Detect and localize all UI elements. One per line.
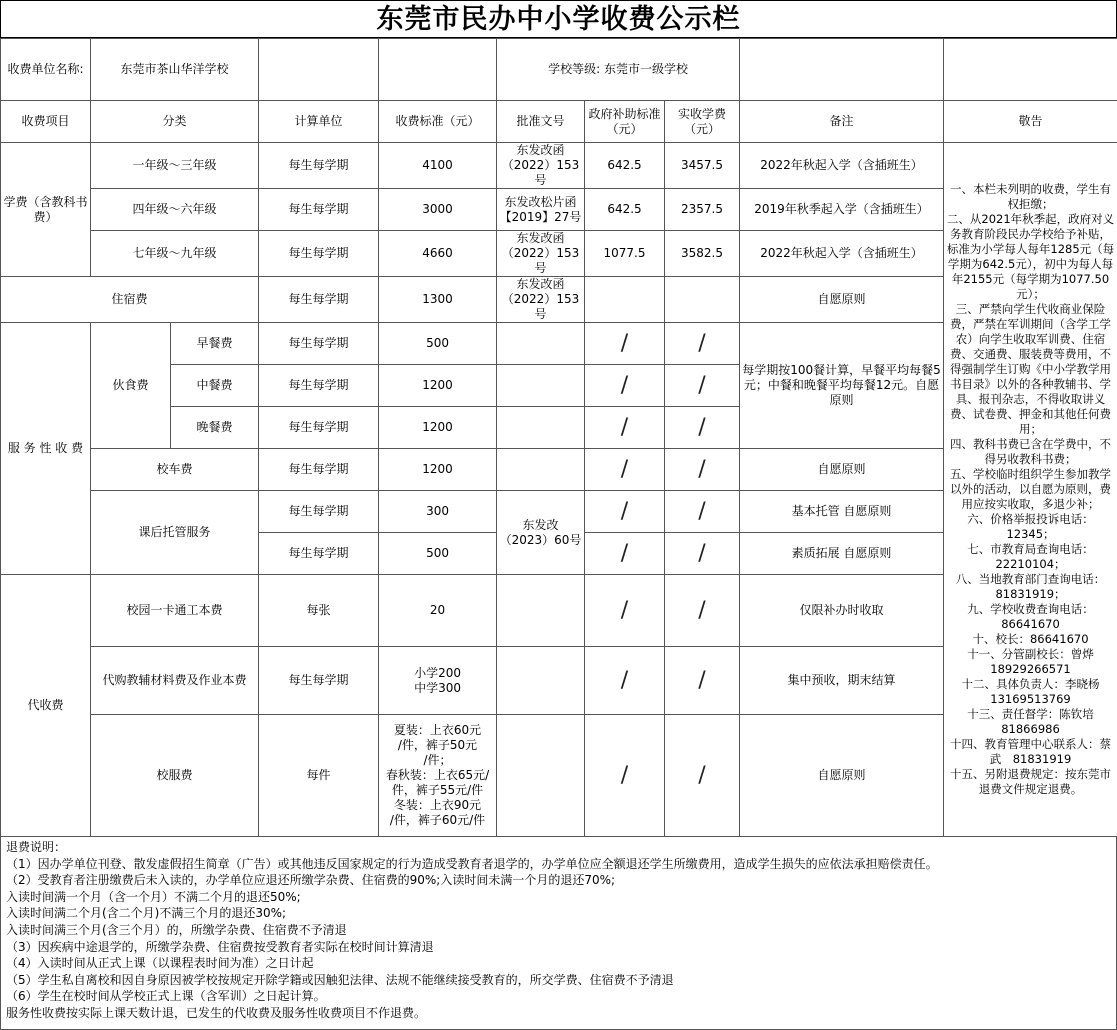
refund-note-line: （1）因办学单位刊登、散发虚假招生简章（广告）或其他违反国家规定的行为造成受教育者退学的，办学单位应全额退还学生所缴费用，造成学生损失的应依法承担赔偿责任。: [6, 856, 1111, 873]
page-title: 东莞市民办中小学收费公示栏: [0, 0, 1117, 38]
unit-cell: 每生每学期: [259, 533, 379, 575]
doc-cell: 东发改函（2022）153 号: [497, 277, 585, 323]
actual-cell: 2357.5: [665, 189, 740, 231]
slash-cell: /: [585, 491, 665, 533]
slash-cell: /: [585, 365, 665, 407]
remark-cell: 基本托管 自愿原则: [740, 491, 944, 533]
actual-cell: 3582.5: [665, 231, 740, 277]
doc-cell: 东发改函（2022）153 号: [497, 231, 585, 277]
slash-cell: /: [585, 449, 665, 491]
notice-line: 二、从2021年秋季起，政府对义务教育阶段民办学校给予补贴，标准为小学每人每年1285元（每学期为642.5元），初中为每人每年2155元（每学期为1077.50元）；: [946, 212, 1115, 302]
unit-cell: 每生每学期: [259, 449, 379, 491]
proxy-name: 代购教辅材料费及作业本费: [91, 647, 259, 715]
afterschool-doc: 东发改（2023）60号: [497, 491, 585, 575]
slash-cell: /: [665, 323, 740, 365]
slash-cell: /: [665, 533, 740, 575]
remark-cell: 自愿原则: [740, 449, 944, 491]
actual-cell: 3457.5: [665, 143, 740, 189]
notice-line: 十一、分管副校长：曾烨 18929266571: [946, 647, 1115, 677]
header-remark: 备注: [740, 101, 944, 143]
slash-cell: /: [585, 575, 665, 647]
standard-cell: 1200: [379, 449, 497, 491]
unit-value: 东莞市茶山华洋学校: [91, 39, 259, 101]
unit-label: 收费单位名称:: [1, 39, 91, 101]
remark-cell: 2022年秋起入学（含插班生）: [740, 143, 944, 189]
slash-cell: /: [585, 533, 665, 575]
notice-line: 四、教科书费已含在学费中，不得另收教科书费；: [946, 437, 1115, 467]
standard-line: /件，裤子50元: [381, 738, 494, 753]
afterschool-label: 课后托管服务: [91, 491, 259, 575]
unit-cell: 每生每学期: [259, 647, 379, 715]
standard-cell: 1300: [379, 277, 497, 323]
table-row: [1, 143, 1117, 189]
header-unit: 计算单位: [259, 101, 379, 143]
notice-line: 十三、责任督学：陈钦培 81866986: [946, 707, 1115, 737]
refund-note-line: （6）学生在校时间从学校正式上课（含军训）之日起计算。: [6, 988, 1111, 1005]
subsidy-cell: 1077.5: [585, 231, 665, 277]
meal-name: 晚餐费: [171, 407, 259, 449]
refund-note-line: （2）受教育者注册缴费后未入读的，办学单位应退还所缴学杂费、住宿费的90%;入读时间未满一个月的退还70%;: [6, 872, 1111, 889]
notice-line: 九、学校收费查询电话：86641670: [946, 602, 1115, 632]
remark-cell: 2019年秋季起入学（含插班生）: [740, 189, 944, 231]
standard-cell: 1200: [379, 365, 497, 407]
header-item: 收费项目: [1, 101, 91, 143]
refund-notes: [0, 837, 1117, 1030]
notice-line: 六、价格举报投诉电话：12345；: [946, 512, 1115, 542]
standard-cell: 4660: [379, 231, 497, 277]
refund-note-line: 入读时间满一个月（含一个月）不满二个月的退还50%;: [6, 889, 1111, 906]
proxy-label: 代收费: [1, 575, 91, 837]
header-row: [1, 101, 1117, 143]
refund-note-line: 入读时间满三个月(含三个月）的，所缴学杂费、住宿费不予清退: [6, 922, 1111, 939]
remark-cell: 仅限补办时收取: [740, 575, 944, 647]
doc-cell: 东发改函（2022）153 号: [497, 143, 585, 189]
header-category: 分类: [91, 101, 259, 143]
unit-cell: 每生每学期: [259, 323, 379, 365]
remark-cell: 自愿原则: [740, 277, 944, 323]
standard-cell: 20: [379, 575, 497, 647]
header-notice: 敬告: [944, 101, 1117, 143]
unit-cell: 每生每学期: [259, 231, 379, 277]
slash-cell: /: [665, 715, 740, 837]
notice-line: 一、本栏未列明的收费，学生有权拒缴；: [946, 182, 1115, 212]
unit-cell: 每件: [259, 715, 379, 837]
header-subsidy: 政府补助标准（元）: [585, 101, 665, 143]
unit-cell: 每生每学期: [259, 491, 379, 533]
subsidy-cell: 642.5: [585, 143, 665, 189]
standard-line: 春秋装：上衣65元/: [381, 768, 494, 783]
standard-cell: [379, 715, 497, 837]
info-row: [1, 39, 1117, 101]
refund-note-line: （3）因疾病中途退学的，所缴学杂费、住宿费按受教育者实际在校时间计算清退: [6, 939, 1111, 956]
slash-cell: /: [585, 407, 665, 449]
subsidy-cell: 642.5: [585, 189, 665, 231]
notice-line: 十、校长：86641670: [946, 632, 1115, 647]
meal-name: 中餐费: [171, 365, 259, 407]
header-actual: 实收学费（元）: [665, 101, 740, 143]
notice-line: 五、学校临时组织学生参加教学以外的活动，以自愿为原则，费用应按实收取，多退少补；: [946, 467, 1115, 512]
standard-line: 小学200: [381, 666, 494, 681]
header-doc: 批准文号: [497, 101, 585, 143]
notice-line: 七、市教育局查询电话：22210104；: [946, 542, 1115, 572]
slash-cell: /: [585, 715, 665, 837]
refund-note-line: 服务性收费按实际上课天数计退，已发生的代收费及服务性收费项目不作退费。: [6, 1005, 1111, 1022]
category-cell: 四年级～六年级: [91, 189, 259, 231]
slash-cell: /: [585, 647, 665, 715]
slash-cell: /: [665, 407, 740, 449]
standard-cell: 500: [379, 533, 497, 575]
standard-cell: 3000: [379, 189, 497, 231]
tuition-label: 学费（含教科书费）: [1, 143, 91, 277]
unit-cell: 每张: [259, 575, 379, 647]
slash-cell: /: [665, 449, 740, 491]
standard-cell: [379, 647, 497, 715]
school-level: [497, 39, 740, 101]
notice-line: 十二、具体负责人：李晓杨 13169513769: [946, 677, 1115, 707]
proxy-name: 校服费: [91, 715, 259, 837]
category-cell: 一年级～三年级: [91, 143, 259, 189]
refund-note-line: 入读时间满二个月(含二个月)不满三个月的退还30%;: [6, 905, 1111, 922]
slash-cell: /: [665, 575, 740, 647]
notice-line: 三、严禁向学生代收商业保险费，严禁在军训期间（含学工学农）向学生收取军训费、住宿费、交通费、服装费等费用，不得强制学生订购《中小学教学用书目录》以外的各种教辅书、学具、报刊杂志，不得收取讲义费、试卷费、押金和其他任何费用；: [946, 302, 1115, 437]
proxy-name: 校园一卡通工本费: [91, 575, 259, 647]
meal-name: 早餐费: [171, 323, 259, 365]
standard-line: /件；: [381, 753, 494, 768]
level-label: 学校等级:: [548, 62, 600, 76]
standard-line: 中学300: [381, 681, 494, 696]
boarding-label: 住宿费: [1, 277, 259, 323]
standard-cell: 4100: [379, 143, 497, 189]
slash-cell: /: [665, 647, 740, 715]
refund-note-line: （4）入读时间从正式上课（以课程表时间为准）之日计起: [6, 955, 1111, 972]
refund-note-line: 退费说明：: [6, 839, 1111, 856]
standard-cell: 1200: [379, 407, 497, 449]
level-value: 东莞市一级学校: [604, 62, 688, 76]
remark-cell: 素质拓展 自愿原则: [740, 533, 944, 575]
notice-line: 十五、另附退费规定：按东莞市退费文件规定退费。: [946, 767, 1115, 797]
unit-cell: 每生每学期: [259, 365, 379, 407]
meals-remark: 每学期按100餐计算，早餐平均每餐5元；中餐和晚餐平均每餐12元。自愿原则: [740, 323, 944, 449]
remark-cell: 2022年秋起入学（含插班生）: [740, 231, 944, 277]
standard-line: 夏装：上衣60元: [381, 723, 494, 738]
fee-table: [0, 38, 1117, 837]
standard-cell: 500: [379, 323, 497, 365]
doc-cell: 东发改松片函【2019】27号: [497, 189, 585, 231]
header-standard: 收费标准（元）: [379, 101, 497, 143]
standard-line: 冬装：上衣90元: [381, 798, 494, 813]
remark-cell: 自愿原则: [740, 715, 944, 837]
bus-label: 校车费: [91, 449, 259, 491]
slash-cell: /: [585, 323, 665, 365]
unit-cell: 每生每学期: [259, 407, 379, 449]
standard-cell: 300: [379, 491, 497, 533]
notice-line: 八、当地教育部门查询电话：81831919；: [946, 572, 1115, 602]
slash-cell: /: [665, 365, 740, 407]
refund-note-line: （5）学生私自离校和因自身原因被学校按规定开除学籍或因触犯法律、法规不能继续接受教育的，所交学费、住宿费不予清退: [6, 972, 1111, 989]
notice-panel: [944, 143, 1117, 837]
unit-cell: 每生每学期: [259, 189, 379, 231]
standard-line: /件，裤子60元/件: [381, 813, 494, 828]
unit-cell: 每生每学期: [259, 143, 379, 189]
category-cell: 七年级～九年级: [91, 231, 259, 277]
unit-cell: 每生每学期: [259, 277, 379, 323]
remark-cell: 集中预收，期末结算: [740, 647, 944, 715]
slash-cell: /: [665, 491, 740, 533]
meals-label: 伙食费: [91, 323, 171, 449]
notice-line: 十四、教育管理中心联系人：蔡武 81831919: [946, 737, 1115, 767]
service-label: 服 务 性 收 费: [1, 323, 91, 575]
standard-line: 件，裤子55元/件: [381, 783, 494, 798]
